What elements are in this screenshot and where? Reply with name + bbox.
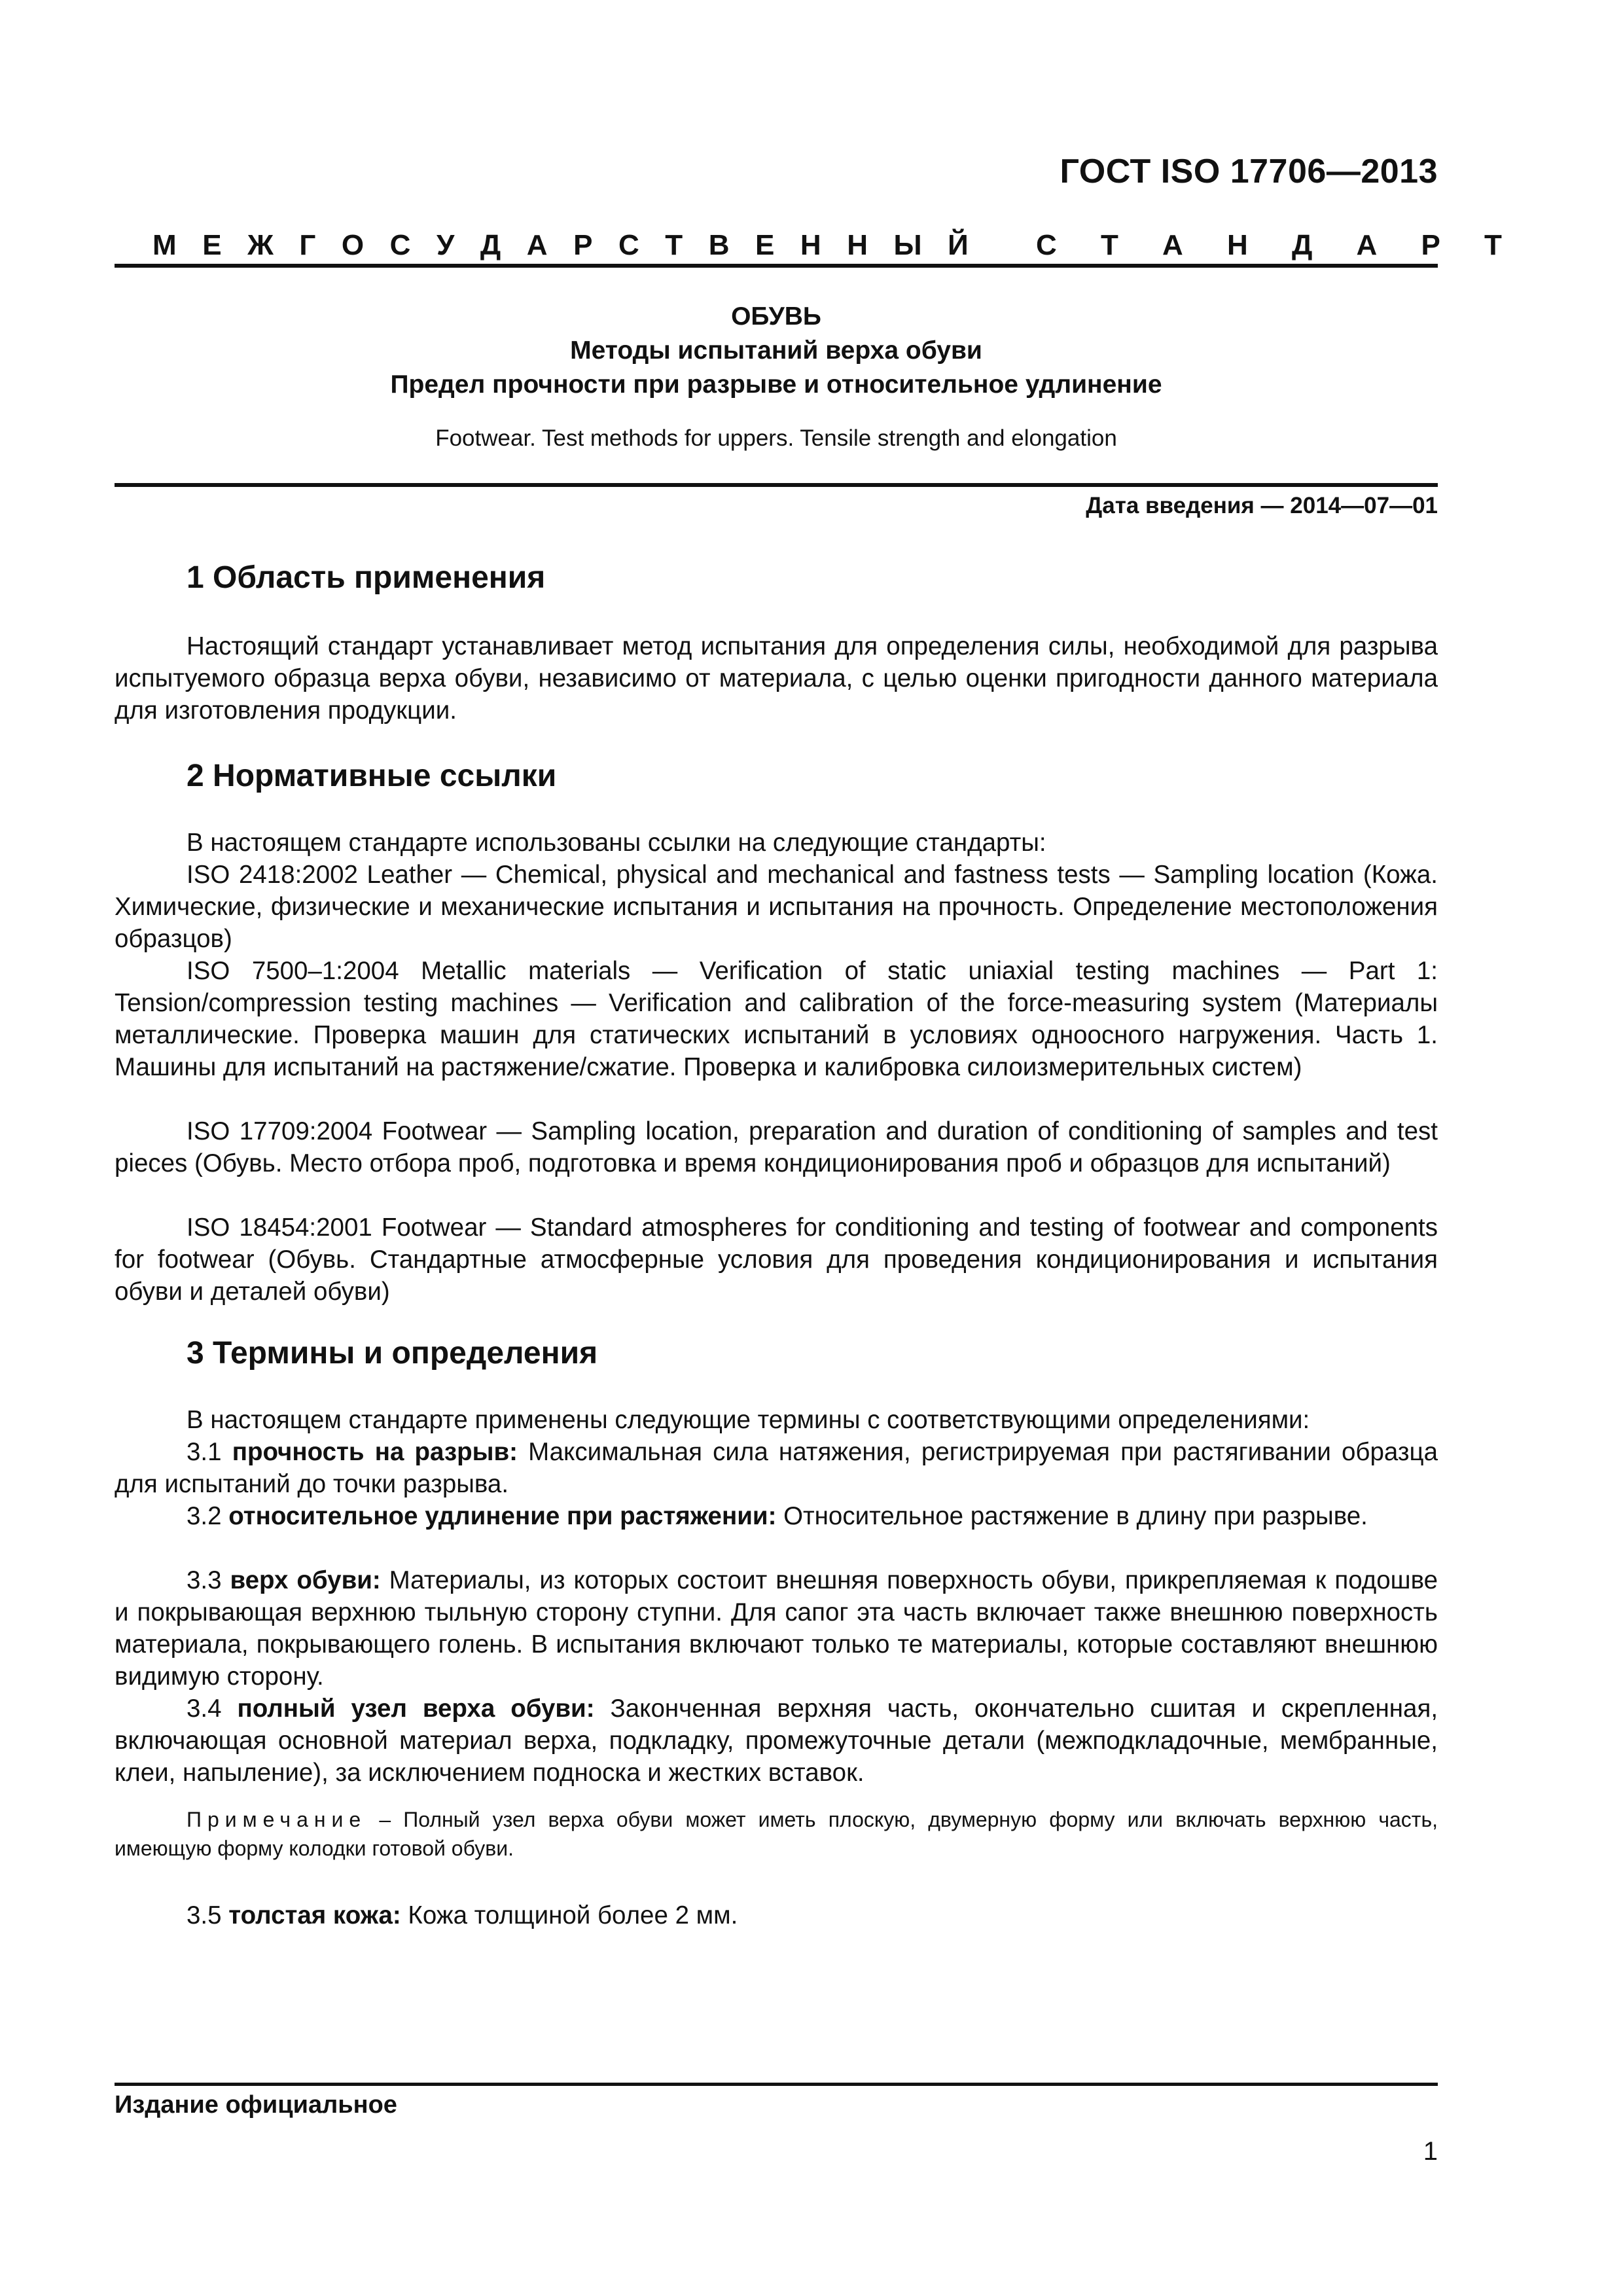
banner-letter: Ы <box>893 229 922 261</box>
banner-letter: Т <box>1100 229 1118 261</box>
banner-letter: У <box>436 229 455 261</box>
section-2-intro: В настоящем стандарте использованы ссылки на следующие стандарты: <box>187 829 1046 857</box>
banner-letter: В <box>708 229 730 261</box>
banner-letter: Т <box>1484 229 1502 261</box>
title-block <box>115 300 1438 402</box>
banner-letter: Д <box>480 229 501 261</box>
introduction-date: Дата введения — 2014—07—01 <box>1086 493 1438 518</box>
section-3-heading: 3 Термины и определения <box>187 1336 598 1371</box>
banner-letter: Д <box>1291 229 1313 261</box>
banner-letter: А <box>1162 229 1183 261</box>
normative-reference: ISO 7500–1:2004 Metallic materials — Verification of static uniaxial testing machines — Part 1: Tension/compression testing machines — Verification and calibration of the force-measuring system (Материалы металлические. Проверка машин для статических испытаний в условиях одноосного нагружения. Часть 1. Машины для испытаний на растяжение/сжатие. Проверка и калибровка силоизмерительных систем) <box>115 957 1438 1081</box>
normative-reference: ISO 2418:2002 Leather — Chemical, physical and mechanical and fastness tests — Sampling location (Кожа. Химические, физические и механические испытания и испытания на прочность. Определение местоположения образцов) <box>115 861 1438 953</box>
banner-letter: Р <box>573 229 593 261</box>
header-rule <box>115 264 1438 268</box>
official-edition-label: Издание официальное <box>115 2091 397 2119</box>
banner-letter: А <box>526 229 548 261</box>
normative-reference: ISO 17709:2004 Footwear — Sampling location, preparation and duration of conditioning of samples and test pieces (Обувь. Место отбора проб, подготовка и время кондиционирования проб и образцов для испытаний) <box>115 1117 1438 1177</box>
section-1-text: Настоящий стандарт устанавливает метод испытания для определения силы, необходимой для разрыва испытуемого образца верха обуви, независимо от материала, с целью оценки пригодности данного материала для изготовления продукции. <box>115 632 1438 725</box>
note: Примечание – Полный узел верха обуви может иметь плоскую, двумерную форму или включать верхнюю часть, имеющую форму колодки готовой обуви. <box>115 1808 1438 1860</box>
banner-letter: А <box>1356 229 1378 261</box>
banner-letter: Г <box>299 229 316 261</box>
banner-letter: Т <box>665 229 683 261</box>
banner-word-standard <box>1036 229 1502 262</box>
banner-letter: Е <box>755 229 775 261</box>
banner-letter: Р <box>1421 229 1440 261</box>
page-number: 1 <box>1423 2137 1438 2166</box>
section-1-heading: 1 Область применения <box>187 560 546 595</box>
title-line-2: Методы испытаний верха обуви <box>570 336 982 365</box>
banner-letter: С <box>389 229 411 261</box>
footer-rule <box>115 2083 1438 2086</box>
banner-letter: С <box>1036 229 1057 261</box>
banner-letter: Ж <box>247 229 274 261</box>
term-definition: 3.4 полный узел верха обуви: Законченная верхняя часть, окончательно сшитая и скрепленная, включающая основной материал верха, подкладку, промежуточные детали (межподкладочные, мембранные, клеи, напыление), за исключением подноска и жестких вставок. <box>115 1695 1438 1787</box>
term-definition: 3.3 верх обуви: Материалы, из которых состоит внешняя поверхность обуви, прикрепляемая к подошве и покрывающая верхнюю тыльную сторону ступни. Для сапог эта часть включает также внешнюю поверхность материала, покрывающего голень. В испытания включают только те материалы, которые составляют внешнюю видимую сторону. <box>115 1566 1438 1691</box>
banner-letter: Е <box>202 229 222 261</box>
normative-reference: ISO 18454:2001 Footwear — Standard atmospheres for conditioning and testing of footwear and components for footwear (Обувь. Стандартные атмосферные условия для проведения кондиционирования и испытания обуви и деталей обуви) <box>115 1213 1438 1306</box>
document-code: ГОСТ ISO 17706—2013 <box>1060 152 1438 190</box>
term-definition: 3.2 относительное удлинение при растяжении: Относительное растяжение в длину при разрыве. <box>187 1502 1368 1530</box>
banner-letter: Н <box>1227 229 1248 261</box>
title-line-3: Предел прочности при разрыве и относительное удлинение <box>390 370 1162 399</box>
term-definition: 3.1 прочность на разрыв: Максимальная сила натяжения, регистрируемая при растягивании образца для испытаний до точки разрыва. <box>115 1438 1438 1498</box>
title-english: Footwear. Test methods for uppers. Tensile strength and elongation <box>435 425 1117 451</box>
term-definition: 3.5 толстая кожа: Кожа толщиной более 2 мм. <box>187 1901 738 1929</box>
section-2-heading: 2 Нормативные ссылки <box>187 759 557 793</box>
banner-letter: М <box>152 229 177 261</box>
banner-word-interstate <box>152 229 969 262</box>
banner-letter: Й <box>948 229 969 261</box>
title-line-1: ОБУВЬ <box>731 302 821 331</box>
section-3-intro: В настоящем стандарте применены следующие термины с соответствующими определениями: <box>187 1406 1310 1434</box>
banner-letter: С <box>618 229 639 261</box>
banner-letter: Н <box>800 229 821 261</box>
banner-letter: О <box>341 229 365 261</box>
title-rule <box>115 483 1438 487</box>
banner-letter: Н <box>847 229 868 261</box>
